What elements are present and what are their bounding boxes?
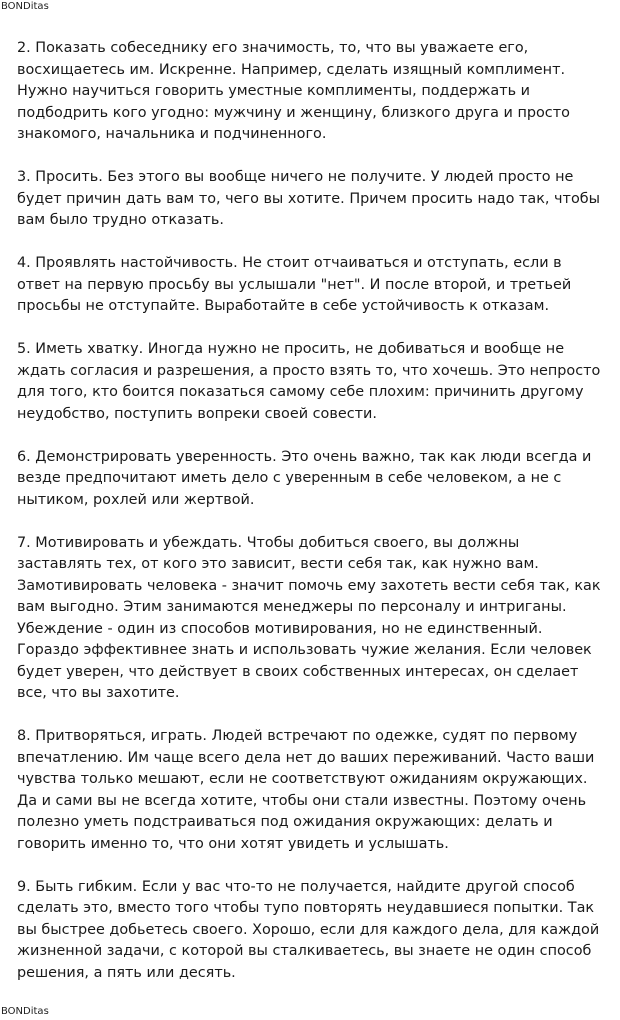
document-body [17, 38, 607, 1006]
paragraph-item-4: 4. Проявлять настойчивость. Не стоит отчаиваться и отступать, если в ответ на первую просьбу вы услышали "нет". И после второй, и третьей просьбы не отступайте. Выработайте в себе устойчивость к отказам. [17, 255, 572, 314]
paragraph-item-5: 5. Иметь хватку. Иногда нужно не просить, не добиваться и вообще не ждать согласия и разрешения, а просто взять то, что хочешь. Это непросто для того, кто боится показаться самому себе плохим: причинить другому неудобство, поступить вопреки своей совести. [17, 341, 601, 422]
paragraph-item-8: 8. Притворяться, играть. Людей встречают по одежке, судят по первому впечатлению. Им чаще всего дела нет до ваших переживаний. Часто ваши чувства только мешают, если не соответствуют ожиданиям окружающих. Да и сами вы не всегда хотите, чтобы они стали известны. Поэтому очень полезно уметь подстраиваться под ожидания окружающих: делать и говорить именно то, что они хотят увидеть и услышать. [17, 728, 595, 852]
paragraph-item-7: 7. Мотивировать и убеждать. Чтобы добиться своего, вы должны заставлять тех, от кого это зависит, вести себя так, как нужно вам. Замотивировать человека - значит помочь ему захотеть вести себя так, как вам выгодно. Этим занимаются менеджеры по персоналу и интриганы. Убеждение - один из способов мотивирования, но не единственный. Гораздо эффективнее знать и использовать чужие желания. Если человек будет уверен, что действует в своих собственных интересах, он сделает все, что вы захотите. [17, 534, 601, 701]
paragraph-item-6: 6. Демонстрировать уверенность. Это очень важно, так как люди всегда и везде предпочитают иметь дело с уверенным в себе человеком, а не с нытиком, рохлей или жертвой. [17, 448, 592, 508]
page-header-label: BONDitas [1, 1, 49, 12]
paragraph-item-3: 3. Просить. Без этого вы вообще ничего не получите. У людей просто не будет причин дать вам то, чего вы хотите. Причем просить надо так, чтобы вам было трудно отказать. [17, 169, 600, 228]
page-footer-label: BONDitas [1, 1006, 49, 1017]
paragraph-item-2: 2. Показать собеседнику его значимость, то, что вы уважаете его, восхищаетесь им. Искренне. Например, сделать изящный комплимент. Нужно научиться говорить уместные комплименты, поддержать и подбодрить кого угодно: мужчину и женщину, близкого друга и просто знакомого, начальника и подчиненного. [17, 40, 570, 142]
paragraph-item-9: 9. Быть гибким. Если у вас что-то не получается, найдите другой способ сделать это, вместо того чтобы тупо повторять неудавшиеся попытки. Так вы быстрее добьетесь своего. Хорошо, если для каждого дела, для каждой жизненной задачи, с которой вы сталкиваетесь, вы знаете не один способ решения, а пять или десять. [17, 878, 600, 981]
